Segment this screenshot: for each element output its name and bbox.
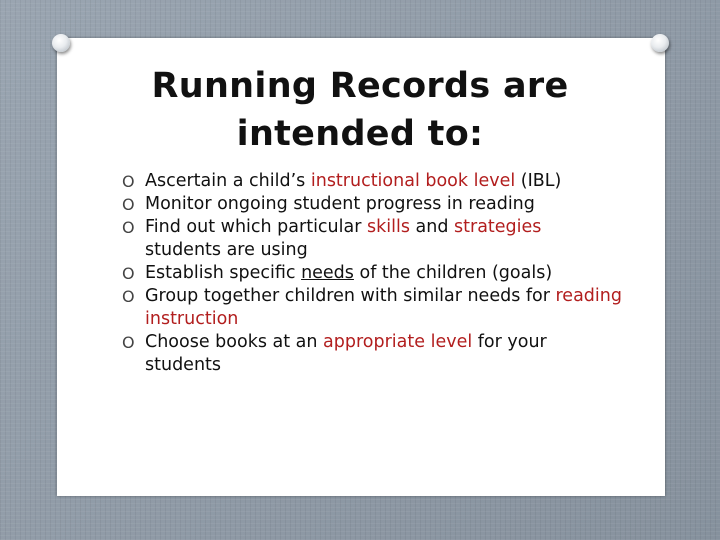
bullet-marker: O xyxy=(122,195,135,214)
title-line-2: intended to: xyxy=(236,114,484,154)
pushpin-icon xyxy=(651,34,669,52)
bullet-item-needs: O Establish specific needs of the children (goals) xyxy=(122,263,553,283)
bullet-marker: O xyxy=(122,218,135,237)
highlight-text: skills xyxy=(367,217,410,237)
underlined-text: needs xyxy=(301,263,354,283)
highlight-text: instructional book level xyxy=(310,171,516,191)
highlight-text: reading instruction xyxy=(145,286,622,329)
bullet-item-skills: O Find out which particular skills and strategies students are using xyxy=(122,217,542,260)
title-line-1: Running Records are xyxy=(151,66,569,106)
bullet-item-monitor: O Monitor ongoing student progress in reading xyxy=(122,194,535,214)
pushpin-icon xyxy=(52,34,70,52)
bullet-marker: O xyxy=(122,333,135,352)
bullet-list xyxy=(122,170,622,377)
highlight-text: appropriate level xyxy=(323,332,473,352)
highlight-text: strategies xyxy=(454,217,542,237)
bullet-item-books: O Choose books at an appropriate level for your students xyxy=(122,332,547,375)
bullet-item-ibl: O Ascertain a child’s instructional book level (IBL) xyxy=(122,171,562,191)
bullet-marker: O xyxy=(122,264,135,283)
bullet-marker: O xyxy=(122,287,135,306)
slide-title xyxy=(60,62,660,158)
bullet-item-group: O Group together children with similar needs for reading instruction xyxy=(122,286,622,329)
bullet-marker: O xyxy=(122,172,135,191)
